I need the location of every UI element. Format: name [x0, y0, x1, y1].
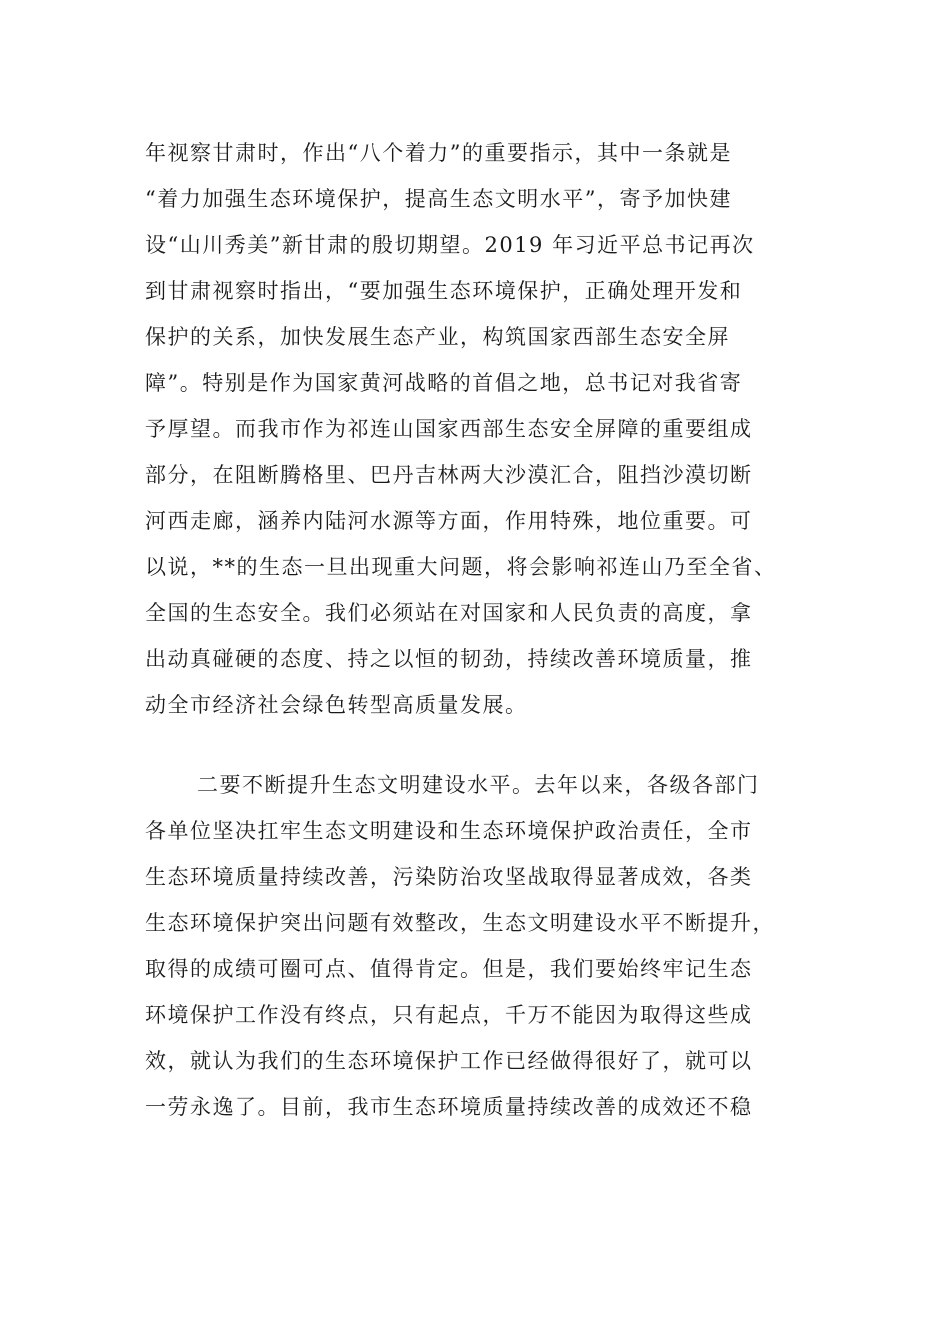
text-line-first: 二要不断提升生态文明建设水平。去年以来，各级各部门	[197, 773, 760, 797]
text-line: 出动真碰硬的态度、持之以恒的韧劲，持续改善环境质量，推	[145, 647, 753, 671]
text-line: 效，就认为我们的生态环境保护工作已经做得很好了，就可以	[145, 1049, 753, 1073]
text-line: 到甘肃视察时指出，“要加强生态环境保护，正确处理开发和	[145, 279, 743, 303]
text-line: 一劳永逸了。目前，我市生态环境质量持续改善的成效还不稳	[145, 1095, 753, 1119]
text-line: 部分，在阻断腾格里、巴丹吉林两大沙漠汇合，阻挡沙漠切断	[145, 463, 753, 487]
text-line: 年视察甘肃时，作出“八个着力”的重要指示，其中一条就是	[145, 141, 732, 165]
text-line: 各单位坚决扛牢生态文明建设和生态环境保护政治责任，全市	[145, 819, 753, 843]
text-line: 河西走廊，涵养内陆河水源等方面，作用特殊，地位重要。可	[145, 509, 753, 533]
text-line	[145, 1130, 805, 1176]
text-line: 生态环境质量持续改善，污染防治攻坚战取得显著成效，各类	[145, 865, 753, 889]
text-line: “着力加强生态环境保护，提高生态文明水平”，寄予加快建	[145, 187, 732, 211]
text-line: 生态环境保护突出问题有效整改，生态文明建设水平不断提升，	[145, 911, 775, 935]
text-line: 以说，**的生态一旦出现重大问题，将会影响祁连山乃至全省、	[145, 555, 777, 579]
paragraph-2	[145, 762, 805, 1176]
text-line: 取得的成绩可圈可点、值得肯定。但是，我们要始终牢记生态	[145, 957, 753, 981]
paragraph-1	[145, 130, 805, 728]
text-line: 设“山川秀美”新甘肃的殷切期望。2019 年习近平总书记再次	[145, 233, 755, 257]
text-line: 予厚望。而我市作为祁连山国家西部生态安全屏障的重要组成	[145, 417, 753, 441]
text-line: 全国的生态安全。我们必须站在对国家和人民负责的高度，拿	[145, 601, 753, 625]
text-line: 保护的关系，加快发展生态产业，构筑国家西部生态安全屏	[145, 325, 730, 349]
text-line: 障”。特别是作为国家黄河战略的首倡之地，总书记对我省寄	[145, 371, 743, 395]
text-line: 环境保护工作没有终点，只有起点，千万不能因为取得这些成	[145, 1003, 753, 1027]
text-line: 动全市经济社会绿色转型高质量发展。	[145, 693, 528, 717]
